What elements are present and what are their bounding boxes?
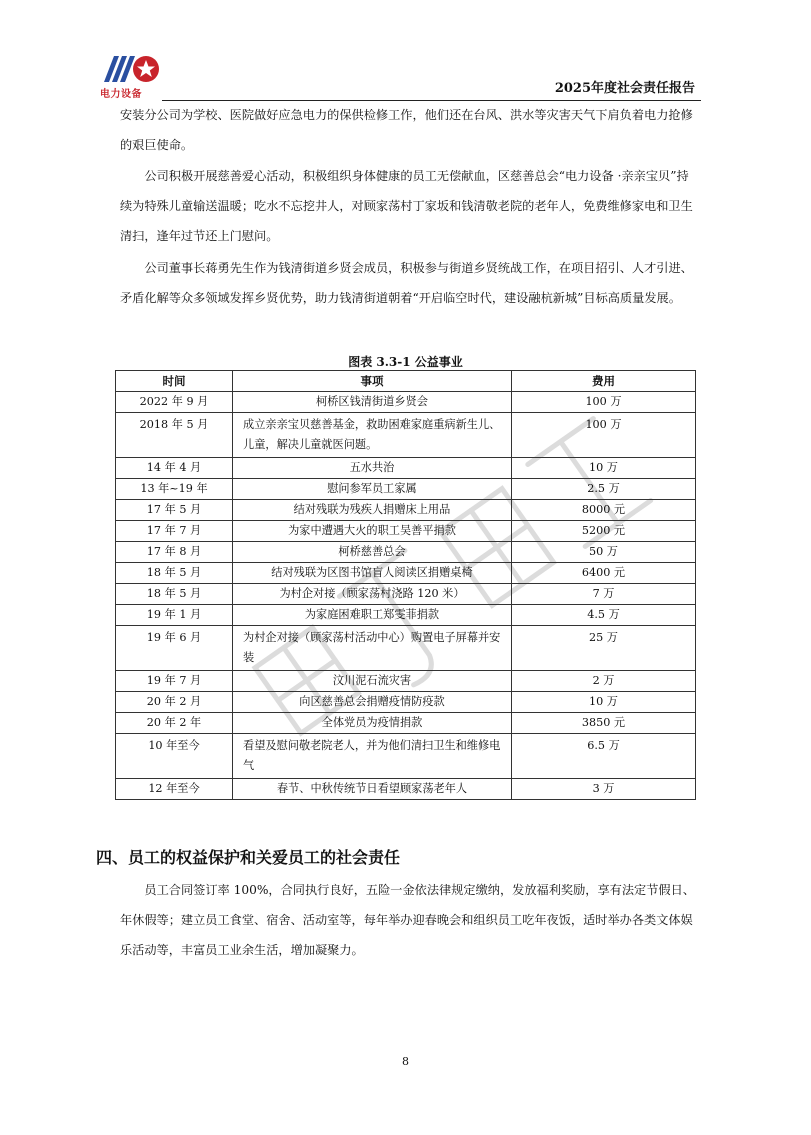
table-row: [116, 500, 696, 521]
cell-time: 12 年至今: [116, 779, 233, 800]
table-row: [116, 605, 696, 626]
table-row: [116, 563, 696, 584]
cell-time: 17 年 5 月: [116, 500, 233, 521]
table-header-row: [116, 371, 696, 392]
table-row: [116, 479, 696, 500]
cell-cost: 6.5 万: [512, 734, 696, 779]
cell-cost: 6400 元: [512, 563, 696, 584]
table-row: [116, 671, 696, 692]
table-row: [116, 779, 696, 800]
cell-cost: 2 万: [512, 671, 696, 692]
cell-cost: 10 万: [512, 692, 696, 713]
cell-time: 2018 年 5 月: [116, 413, 233, 458]
cell-item: 为村企对接（顾家荡村活动中心）购置电子屏幕并安装: [233, 626, 512, 671]
charity-table: [115, 370, 696, 800]
table-row: [116, 542, 696, 563]
cell-time: 13 年~19 年: [116, 479, 233, 500]
table-row: [116, 692, 696, 713]
cell-cost: 25 万: [512, 626, 696, 671]
table-row: [116, 392, 696, 413]
table-row: [116, 521, 696, 542]
cell-cost: 4.5 万: [512, 605, 696, 626]
cell-item: 柯桥慈善总会: [233, 542, 512, 563]
header-item: 事项: [233, 371, 512, 392]
cell-item: 全体党员为疫情捐款: [233, 713, 512, 734]
cell-time: 19 年 6 月: [116, 626, 233, 671]
table-row: [116, 626, 696, 671]
cell-cost: 3 万: [512, 779, 696, 800]
cell-cost: 8000 元: [512, 500, 696, 521]
logo-text: 电力设备: [100, 89, 142, 100]
cell-item: 为村企对接（顾家荡村浇路 120 米）: [233, 584, 512, 605]
table-row: [116, 734, 696, 779]
cell-item: 结对残联为残疾人捐赠床上用品: [233, 500, 512, 521]
cell-item: 五水共治: [233, 458, 512, 479]
header-time: 时间: [116, 371, 233, 392]
cell-item: 为家中遭遇大火的职工吴善平捐款: [233, 521, 512, 542]
header-cost: 费用: [512, 371, 696, 392]
cell-time: 10 年至今: [116, 734, 233, 779]
cell-item: 成立亲亲宝贝慈善基金，救助困难家庭重病新生儿、儿童，解决儿童就医问题。: [233, 413, 512, 458]
intro-paragraph-2: 公司积极开展慈善爱心活动，积极组织身体健康的员工无偿献血，区慈善总会“电力设备 ·亲亲宝贝”持续为特殊儿童输送温暖；吃水不忘挖井人，对顾家荡村丁家坂和钱清敬老院的老年人，免费维修家电和卫生清扫，逢年过节还上门慰问。: [120, 169, 693, 243]
cell-item: 为家庭困难职工郑雯菲捐款: [233, 605, 512, 626]
intro-paragraph-1: 安装分公司为学校、医院做好应急电力的保供检修工作，他们还在台风、洪水等灾害天气下肩负着电力抢修的艰巨使命。: [120, 108, 693, 152]
cell-item: 汶川泥石流灾害: [233, 671, 512, 692]
table-row: [116, 413, 696, 458]
cell-cost: 10 万: [512, 458, 696, 479]
table-caption: 图表 3.3-1 公益事业: [348, 355, 463, 369]
cell-cost: 5200 元: [512, 521, 696, 542]
cell-item: 结对残联为区图书馆盲人阅读区捐赠桌椅: [233, 563, 512, 584]
cell-time: 17 年 7 月: [116, 521, 233, 542]
cell-cost: 3850 元: [512, 713, 696, 734]
cell-item: 慰问参军员工家属: [233, 479, 512, 500]
cell-time: 19 年 7 月: [116, 671, 233, 692]
section-heading: 四、员工的权益保护和关爱员工的社会责任: [96, 848, 401, 867]
cell-cost: 2.5 万: [512, 479, 696, 500]
report-title: 2025年度社会责任报告: [554, 81, 695, 96]
table-row: [116, 713, 696, 734]
cell-time: 20 年 2 年: [116, 713, 233, 734]
cell-item: 春节、中秋传统节日看望顾家荡老年人: [233, 779, 512, 800]
cell-cost: 100 万: [512, 392, 696, 413]
section-paragraph: 员工合同签订率 100%，合同执行良好，五险一金依法律规定缴纳，发放福利奖励，享有法定节假日、年休假等；建立员工食堂、宿舍、活动室等，每年举办迎春晚会和组织员工吃年夜饭，适时举办各类文体娱乐活动等，丰富员工业余生活，增加凝聚力。: [120, 883, 695, 957]
page-number: 8: [402, 1055, 409, 1068]
cell-cost: 100 万: [512, 413, 696, 458]
cell-cost: 7 万: [512, 584, 696, 605]
cell-time: 2022 年 9 月: [116, 392, 233, 413]
cell-item: 向区慈善总会捐赠疫情防疫款: [233, 692, 512, 713]
cell-item: 看望及慰问敬老院老人，并为他们清扫卫生和维修电气: [233, 734, 512, 779]
cell-time: 17 年 8 月: [116, 542, 233, 563]
table-row: [116, 584, 696, 605]
table-row: [116, 458, 696, 479]
cell-time: 18 年 5 月: [116, 563, 233, 584]
cell-cost: 50 万: [512, 542, 696, 563]
cell-time: 14 年 4 月: [116, 458, 233, 479]
cell-time: 19 年 1 月: [116, 605, 233, 626]
cell-time: 18 年 5 月: [116, 584, 233, 605]
cell-time: 20 年 2 月: [116, 692, 233, 713]
cell-item: 柯桥区钱清街道乡贤会: [233, 392, 512, 413]
intro-paragraph-3: 公司董事长蒋勇先生作为钱清街道乡贤会成员，积极参与街道乡贤统战工作，在项目招引、人才引进、矛盾化解等众多领域发挥乡贤优势，助力钱清街道朝着“开启临空时代，建设融杭新城”目标高质量发展。: [120, 261, 693, 305]
page-header: [96, 52, 701, 104]
